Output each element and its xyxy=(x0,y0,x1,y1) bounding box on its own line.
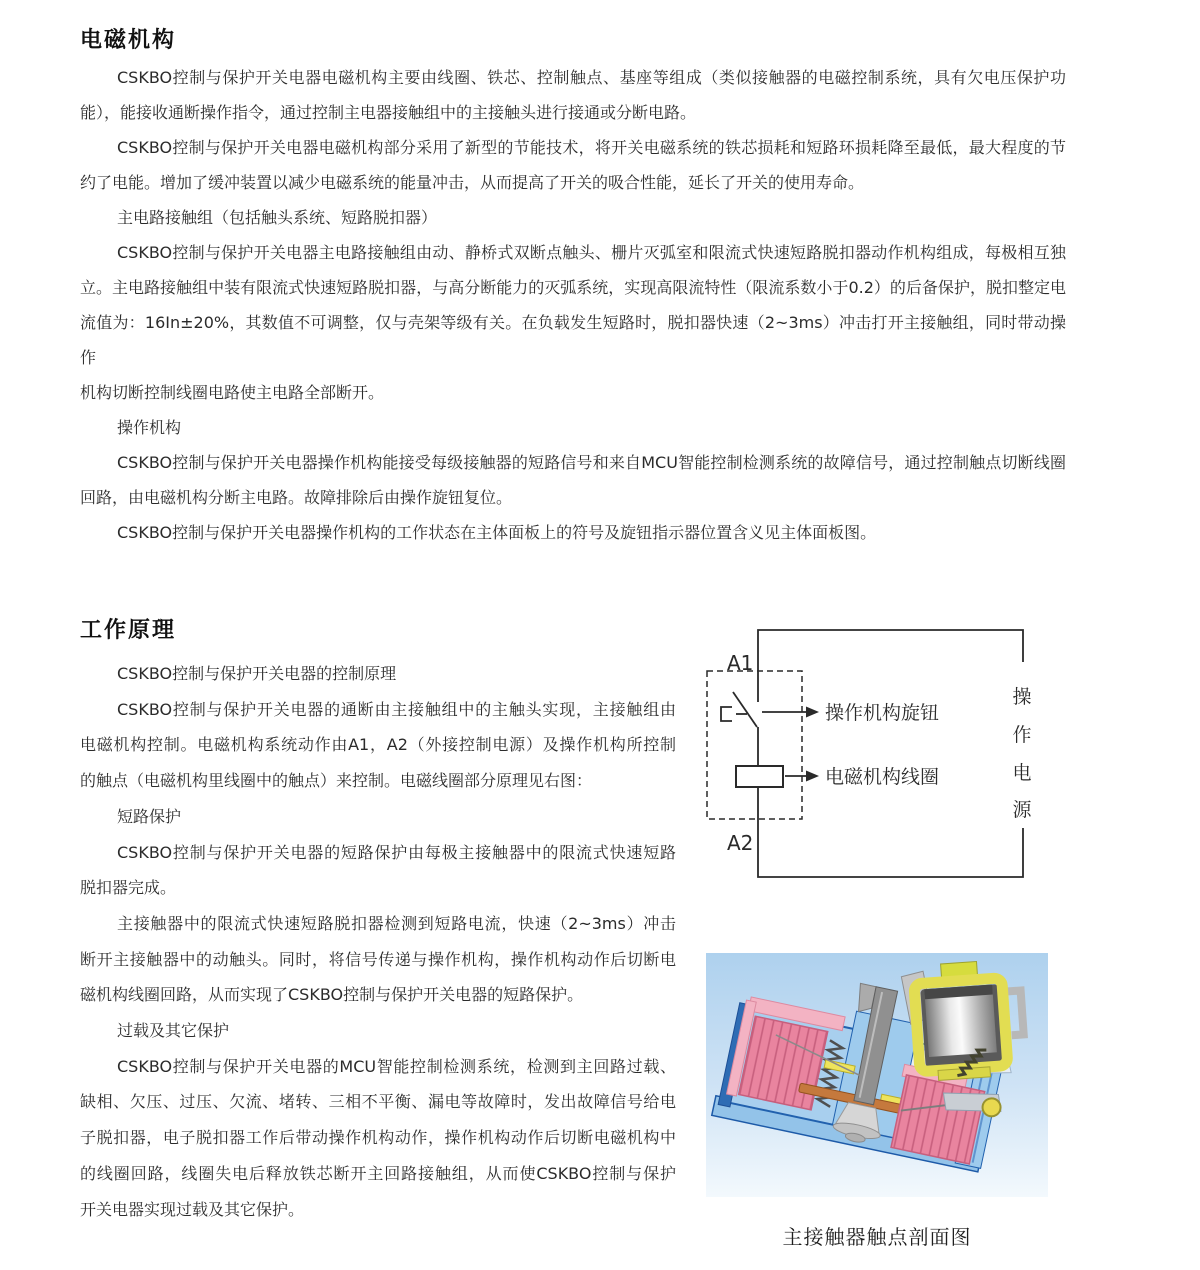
wire-bottom xyxy=(758,787,1023,877)
section-body-electromagnetic xyxy=(80,60,1066,550)
electromagnetic-unit-dashed-box xyxy=(707,671,802,819)
arc-chute-right xyxy=(891,1075,985,1164)
text-line: CSKBO控制与保护开关电器电磁机构主要由线圈、铁芯、控制触点、基座等组成（类似接触器的电磁控制系统，具有欠电压保护功 xyxy=(117,68,1066,87)
text-line: 磁机构线圈回路，从而实现了CSKBO控制与保护开关电器的短路保护。 xyxy=(80,985,584,1005)
svg-text:源: 源 xyxy=(1012,799,1032,821)
knob-arrowhead-icon xyxy=(806,707,819,718)
text-line: CSKBO控制与保护开关电器操作机构能接受每级接触器的短路信号和来自MCU智能控制检测系统的故障信号，通过控制触点切断线圈 xyxy=(117,453,1066,472)
coil-symbol xyxy=(736,766,783,787)
text-line: 的线圈回路，线圈失电后释放铁芯断开主回路接触组，从而使CSKBO控制与保护 xyxy=(80,1163,676,1183)
text-line: 立。主电路接触组中装有限流式快速短路脱扣器，与高分断能力的灭弧系统，实现高限流特性（限流系数小于0.2）的后备保护，脱扣整定电 xyxy=(80,278,1066,297)
text-line: 机构切断控制线圈电路使主电路全部断开。 xyxy=(80,383,385,402)
text-line: 流值为：16In±20%，其数值不可调整，仅与壳架等级有关。在负载发生短路时，脱扣器快速（2~3ms）冲击打开主接触组，同时带动操作 xyxy=(80,313,1066,367)
switch-contact-blade xyxy=(733,692,757,727)
text-line: CSKBO控制与保护开关电器电磁机构部分采用了新型的节能技术，将开关电磁系统的铁芯损耗和短路环损耗降至最低，最大程度的节 xyxy=(117,138,1066,157)
text-line: 主接触器中的限流式快速短路脱扣器检测到短路电流，快速（2~3ms）冲击 xyxy=(117,913,676,933)
text-line: CSKBO控制与保护开关电器的MCU智能控制检测系统，检测到主回路过载、 xyxy=(117,1056,676,1076)
text-line: 的触点（电磁机构里线圈中的触点）来控制。电磁线圈部分原理见右图： xyxy=(80,771,593,791)
main-contactor-cutaway-image xyxy=(706,953,1048,1197)
text-line: CSKBO控制与保护开关电器主电路接触组由动、静桥式双断点触头、栅片灭弧室和限流式快速短路脱扣器动作机构组成，每极相互独 xyxy=(117,243,1066,262)
section-heading-working-principle: 工作原理 xyxy=(80,618,177,643)
text-line: CSKBO控制与保护开关电器的通断由主接触组中的主触头实现，主接触组由 xyxy=(117,699,676,719)
terminal-a2-label: A2 xyxy=(727,831,754,855)
text-line: 开关电器实现过载及其它保护。 xyxy=(80,1199,305,1219)
svg-text:电: 电 xyxy=(1012,762,1032,784)
text-line: 子脱扣器，电子脱扣器工作后带动操作机构动作，操作机构动作后切断电磁机构中 xyxy=(80,1128,676,1148)
coil-label: 电磁机构线圈 xyxy=(825,766,940,788)
text-line: 过载及其它保护 xyxy=(117,1021,230,1041)
text-line: 缺相、欠压、过压、欠流、堵转、三相不平衡、漏电等故障时，发出故障信号给电 xyxy=(80,1092,676,1112)
text-line: 短路保护 xyxy=(117,806,182,826)
svg-text:操: 操 xyxy=(1012,686,1032,708)
text-line: CSKBO控制与保护开关电器操作机构的工作状态在主体面板上的符号及旋钮指示器位置含义见主体面板图。 xyxy=(117,523,877,542)
text-line: 能），能接收通断操作指令，通过控制主电器接触组中的主接触头进行接通或分断电路。 xyxy=(80,103,697,122)
arc-chute-left xyxy=(739,1016,828,1110)
section-body-working-principle xyxy=(80,656,676,1227)
circuit-wires xyxy=(707,630,1023,877)
photo-caption: 主接触器触点剖面图 xyxy=(782,1225,972,1249)
text-line: 脱扣器完成。 xyxy=(80,878,177,898)
svg-text:作: 作 xyxy=(1012,724,1032,746)
section-heading-electromagnetic: 电磁机构 xyxy=(80,28,177,53)
iron-core xyxy=(925,990,997,1057)
text-line: 主电路接触组（包括触头系统、短路脱扣器） xyxy=(117,208,438,227)
wire-top xyxy=(758,630,1023,702)
text-line: 电磁机构控制。电磁机构系统动作由A1，A2（外接控制电源）及操作机构所控制 xyxy=(80,735,676,755)
terminal-a1-label: A1 xyxy=(727,651,754,675)
knob-label: 操作机构旋钮 xyxy=(825,702,940,724)
control-circuit-diagram xyxy=(700,610,1160,900)
text-line: 操作机构 xyxy=(117,418,182,437)
text-line: 断开主接触器中的动触头。同时，将信号传递与操作机构，操作机构动作后切断电 xyxy=(80,949,676,969)
text-line: CSKBO控制与保护开关电器的控制原理 xyxy=(117,664,397,683)
text-line: 约了电能。增加了缓冲装置以减少电磁系统的能量冲击，从而提高了开关的吸合性能，延长了开关的使用寿命。 xyxy=(80,173,865,192)
text-line: CSKBO控制与保护开关电器的短路保护由每极主接触器中的限流式快速短路 xyxy=(117,842,676,862)
coil-arrowhead-icon xyxy=(806,771,819,782)
operating-power-vertical-label xyxy=(1012,686,1032,821)
text-line: 回路，由电磁机构分断主电路。故障排除后由操作旋钮复位。 xyxy=(80,488,513,507)
manual-actuator-symbol xyxy=(721,707,732,721)
